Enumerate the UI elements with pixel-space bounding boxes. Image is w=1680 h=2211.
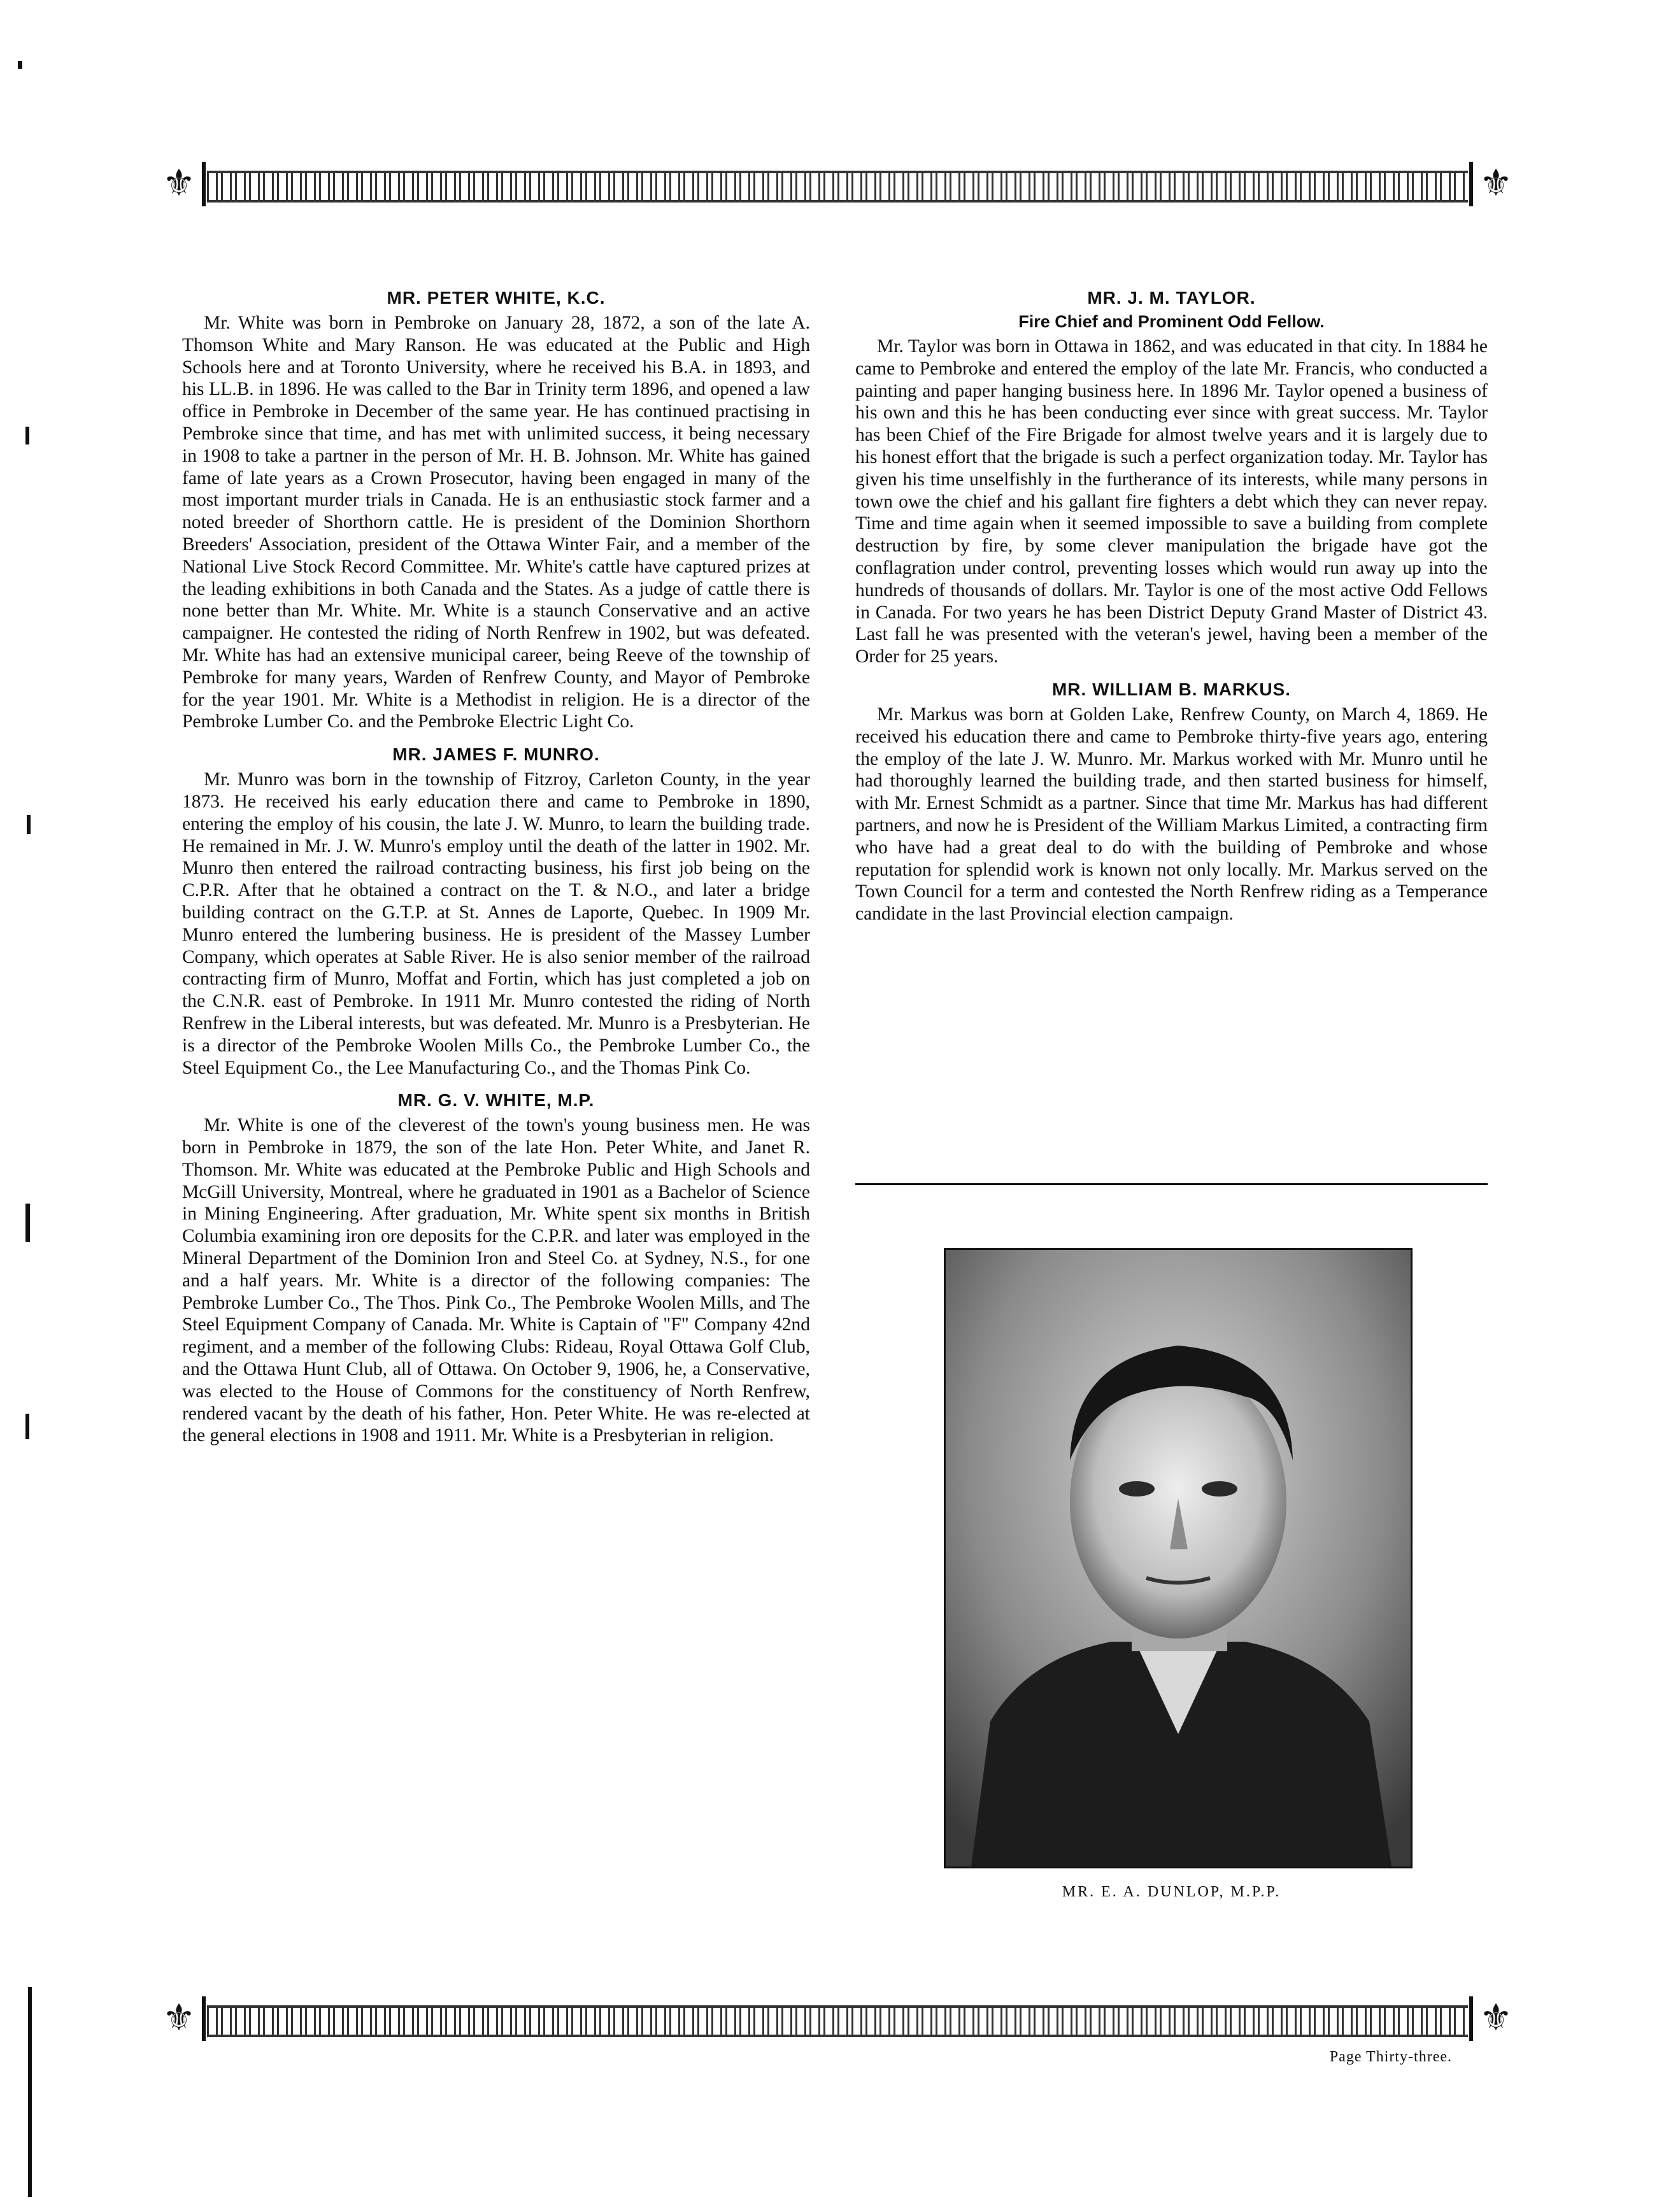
photo-caption: MR. E. A. DUNLOP, M.P.P. [1062, 1884, 1281, 1900]
fleur-de-lis-icon: ⚜ [162, 162, 196, 204]
top-ornamental-border [162, 162, 1513, 206]
bottom-ornamental-border [162, 1996, 1513, 2041]
article-gv-white [182, 1090, 810, 1447]
article-body: Mr. White is one of the cleverest of the town's young business men. He was born in Pembroke in 1879, the son of the late Hon. Peter White, and Janet R. Thomson. Mr. White was educated at the Pembroke Public and High Schools and McGill University, Montreal, where he graduated in 1901 as a Bachelor of Science in Mining Engineering. After graduation, Mr. White spent six months in British Columbia examining iron ore deposits for the C.P.R. and later was employed in the Mineral Department of the Dominion Iron and Steel Co. at Sydney, N.S., for one and a half years. Mr. White is a director of the following companies: The Pembroke Lumber Co., The Thos. Pink Co., The Pembroke Woolen Mills, and The Steel Equipment Company of Canada. Mr. White is Captain of "F" Company 42nd regiment, and a member of the following Clubs: Rideau, Royal Ottawa Golf Club, and the Ottawa Hunt Club, all of Ottawa. On October 9, 1906, he, a Conservative, was elected to the House of Commons for the constituency of North Renfrew, rendered vacant by the death of his father, Hon. Peter White. He was re-elected at the general elections in 1908 and 1911. Mr. White is a Presbyterian in religion. [182, 1115, 810, 1446]
ornamental-band [207, 171, 1468, 203]
article-heading: MR. WILLIAM B. MARKUS. [1051, 679, 1292, 699]
scan-speck [25, 1414, 29, 1439]
right-column [855, 288, 1488, 937]
border-end-bar [1469, 1996, 1473, 2041]
column-rule [855, 1183, 1488, 1185]
article-body: Mr. Markus was born at Golden Lake, Renfrew County, on March 4, 1869. He received his education there and came to Pembroke thirty-five years ago, entering the employ of the late J. W. Munro. Mr. Markus worked with Mr. Munro until he had thoroughly learned the building trade, and then started business for himself, with Mr. Ernest Schmidt as a partner. Since that time Mr. Markus has had different partners, and now he is President of the William Markus Limited, a contracting firm who have had a great deal to do with the building of Pembroke and whose reputation for splendid work is known not only locally. Mr. Markus served on the Town Council for a term and contested the North Renfrew riding as a Temperance candidate in the last Provincial election campaign. [855, 704, 1488, 925]
article-body: Mr. Taylor was born in Ottawa in 1862, and was educated in that city. In 1884 he came to Pembroke and entered the employ of the late Mr. Francis, who conducted a painting and paper hanging business here. In 1896 Mr. Taylor opened a business of his own and this he has been conducting ever since with great success. Mr. Taylor has been Chief of the Fire Brigade for almost twelve years and it is largely due to his honest effort that the brigade is such a perfect organization today. Mr. Taylor has given his time unselfishly in the furtherance of its interests, while many persons in town owe the chief and his gallant fire fighters a debt which they can never repay. Time and time again when it seemed impossible to save a building from complete destruction by fire, by some clever manipulation the brigade have got the conflagration under control, preventing losses which would run away up into the hundreds of thousands of dollars. Mr. Taylor is one of the most active Odd Fellows in Canada. For two years he has been District Deputy Grand Master of District 43. Last fall he was presented with the veteran's jewel, having been a member of the Order for 25 years. [855, 336, 1488, 667]
left-column [182, 288, 810, 1458]
article-heading: MR. G. V. WHITE, M.P. [397, 1090, 595, 1111]
scan-speck [18, 61, 22, 69]
article-peter-white [182, 288, 810, 733]
article-william-markus [855, 679, 1488, 925]
article-jm-taylor [855, 288, 1488, 668]
fleur-de-lis-icon: ⚜ [1479, 1997, 1513, 2038]
border-end-bar [1469, 162, 1473, 206]
fleur-de-lis-icon: ⚜ [162, 1997, 196, 2038]
article-heading: MR. JAMES F. MUNRO. [392, 744, 600, 765]
page-number: Page Thirty-three. [1329, 2049, 1452, 2065]
scan-speck [25, 427, 29, 444]
article-james-munro [182, 744, 810, 1079]
scan-speck [25, 1204, 30, 1242]
scan-speck [27, 815, 31, 834]
scan-speck [28, 1987, 32, 2197]
border-end-bar [202, 1996, 206, 2041]
article-heading: MR. J. M. TAYLOR. [1087, 288, 1256, 308]
article-body: Mr. White was born in Pembroke on January 28, 1872, a son of the late A. Thomson White and Mary Ranson. He was educated at the Public and High Schools here and at Toronto University, where he received his B.A. in 1893, and his LL.B. in 1896. He was called to the Bar in Trinity term 1896, and opened a law office in Pembroke in December of the same year. He has continued practising in Pembroke since that time, and has met with unlimited success, it being necessary in 1908 to take a partner in the person of Mr. H. B. Johnson. Mr. White has gained fame of late years as a Crown Prosecutor, having been engaged in many of the most important murder trials in Canada. He is an enthusiastic stock farmer and a noted breeder of Shorthorn cattle. He is president of the Dominion Shorthorn Breeders' Association, president of the Ottawa Winter Fair, and a member of the National Live Stock Record Committee. Mr. White's cattle have captured prizes at the leading exhibitions in both Canada and the States. As a judge of cattle there is none better than Mr. White. Mr. White is a staunch Conservative and an active campaigner. He contested the riding of North Renfrew in 1902, but was defeated. Mr. White has had an extensive municipal career, being Reeve of the township of Pembroke for many years, Warden of Renfrew County, and Mayor of Pembroke for the year 1901. Mr. White is a Methodist in religion. He is a director of the Pembroke Lumber Co. and the Pembroke Electric Light Co. [182, 313, 810, 732]
article-heading: MR. PETER WHITE, K.C. [387, 288, 606, 308]
article-body: Mr. Munro was born in the township of Fitzroy, Carleton County, in the year 1873. He received his early education there and came to Pembroke in 1890, entering the employ of his cousin, the late J. W. Munro, to learn the building trade. He remained in Mr. J. W. Munro's employ until the death of the latter in 1902. Mr. Munro then entered the railroad contracting business, his first job being on the C.P.R. After that he obtained a contract on the T. & N.O., and later a bridge building contract on the G.T.P. at St. Annes de Laporte, Quebec. In 1909 Mr. Munro entered the lumbering business. He is president of the Massey Lumber Company, which operates at Sable River. He is also senior member of the railroad contracting firm of Munro, Moffat and Fortin, which has just completed a job on the C.N.R. east of Pembroke. In 1911 Mr. Munro contested the riding of North Renfrew in the Liberal interests, but was defeated. Mr. Munro is a Presbyterian. He is a director of the Pembroke Woolen Mills Co., the Pembroke Lumber Co., the Steel Equipment Co., the Lee Manufacturing Co., and the Thomas Pink Co. [182, 769, 810, 1078]
article-subheading: Fire Chief and Prominent Odd Fellow. [1018, 312, 1325, 331]
ornamental-band [207, 2005, 1468, 2037]
border-end-bar [202, 162, 206, 206]
portrait-photo [944, 1248, 1413, 1868]
fleur-de-lis-icon: ⚜ [1479, 162, 1513, 204]
